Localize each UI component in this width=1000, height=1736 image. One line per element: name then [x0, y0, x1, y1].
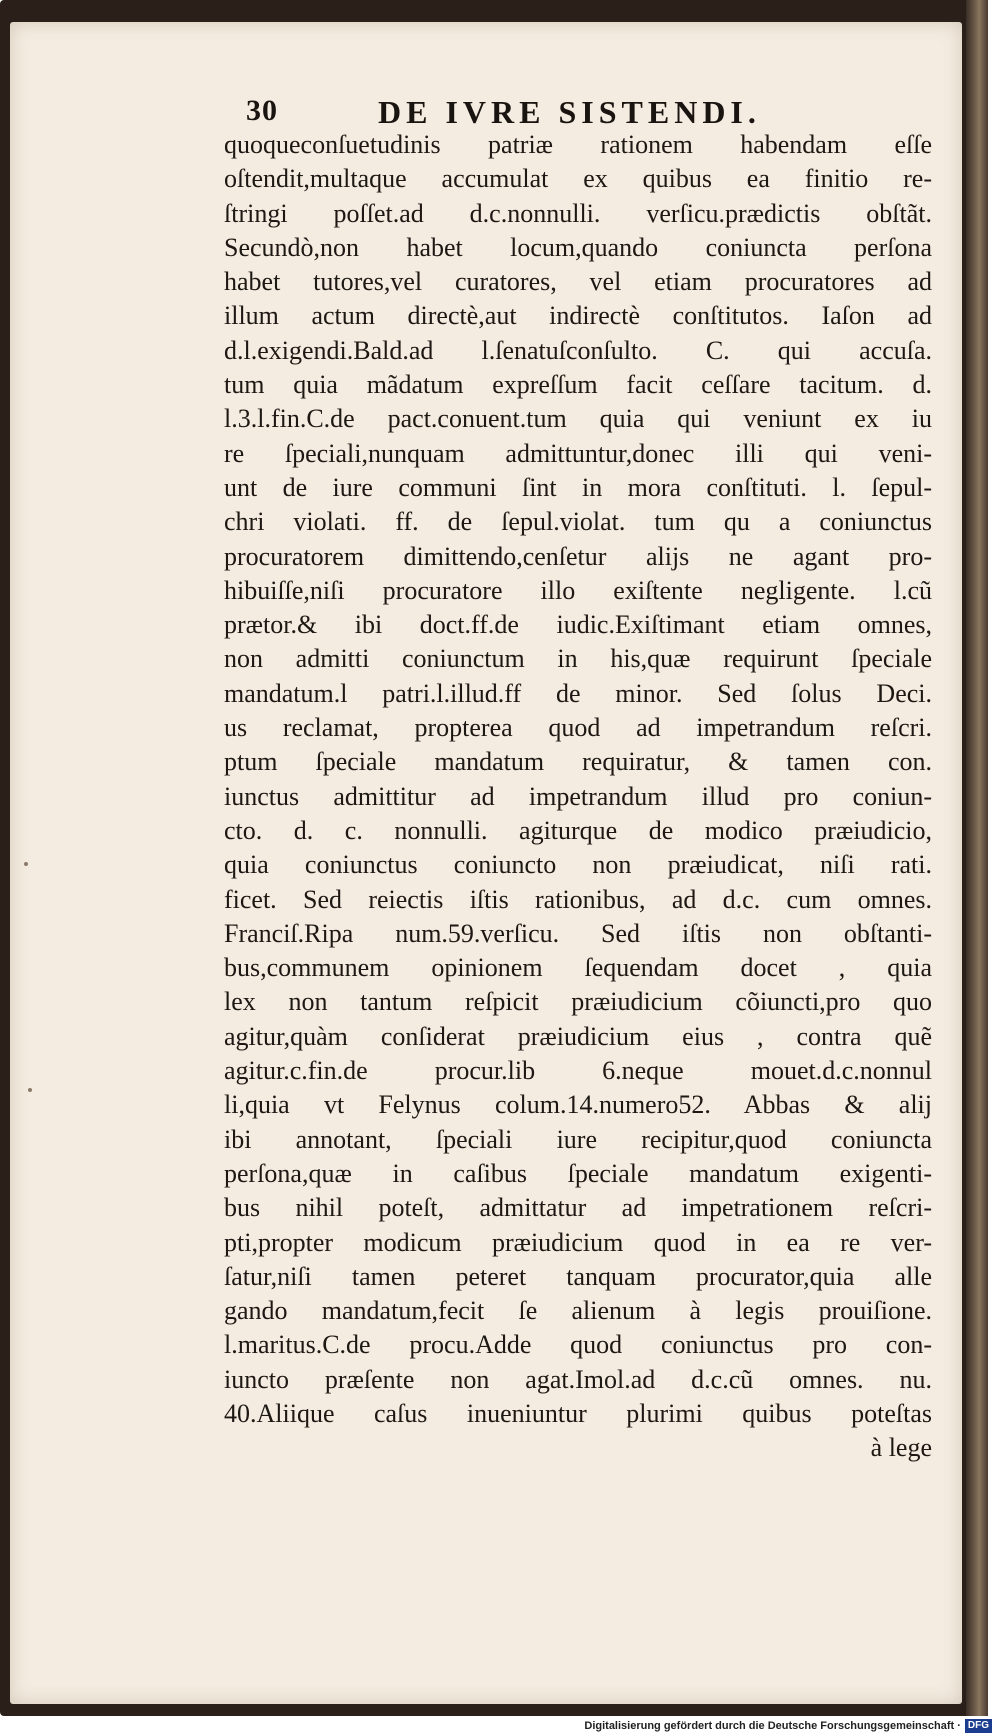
text-line: habet tutores,vel curatores, vel etiam procuratores ad [224, 267, 932, 297]
text-line: agitur,quàm conſiderat præiudicium eius , contra quẽ [224, 1021, 932, 1051]
text-line: gando mandatum,fecit ſe alienum à legis prouiſione. [224, 1296, 932, 1326]
text-line: ficet. Sed reiectis iſtis rationibus, ad d.c. cum omnes. [224, 884, 932, 914]
footer-credit [584, 1718, 992, 1734]
paper-speck [28, 1088, 32, 1092]
text-line: l.3.l.fin.C.de pact.conuent.tum quia qui veniunt ex iu [224, 404, 932, 434]
text-line: 40.Aliique caſus inueniuntur plurimi quibus poteſtas [224, 1398, 932, 1428]
footer-credit-text: Digitalisierung gefördert durch die Deutsche Forschungsgemeinschaft · [584, 1720, 961, 1732]
text-line: à lege [870, 1433, 932, 1463]
text-line: illum actum directè,aut indirectè conſtitutos. Iaſon ad [224, 301, 932, 331]
text-line: iuncto præſente non agat.Imol.ad d.c.cũ omnes. nu. [224, 1364, 932, 1394]
text-line: li,quia vt Felynus colum.14.numero52. Abbas & alij [224, 1090, 932, 1120]
text-line: pti,propter modicum præiudicium quod in ea re ver- [224, 1227, 932, 1257]
text-line: oſtendit,multaque accumulat ex quibus ea finitio re- [224, 164, 932, 194]
text-line: bus,communem opinionem ſequendam docet , quia [224, 953, 932, 983]
running-title: DE IVRE SISTENDI. [378, 94, 761, 130]
text-line: cto. d. c. nonnulli. agiturque de modico præiudicio, [224, 815, 932, 845]
text-line: perſona,quæ in caſibus ſpeciale mandatum exigenti- [224, 1158, 932, 1188]
text-line: d.l.exigendi.Bald.ad l.ſenatuſconſulto. C. qui accuſa. [224, 335, 932, 365]
text-line: ibi annotant, ſpeciali iure recipitur,quod coniuncta [224, 1124, 932, 1154]
text-line: prætor.& ibi doct.ff.de iudic.Exiſtimant etiam omnes, [224, 610, 932, 640]
text-line: Franciſ.Ripa num.59.verſicu. Sed iſtis non obſtanti- [224, 918, 932, 948]
text-line: mandatum.l patri.l.illud.ff de minor. Sed ſolus Deci. [224, 678, 932, 708]
text-line: lex non tantum reſpicit præiudicium cõiuncti,pro quo [224, 987, 932, 1017]
text-line: hibuiſſe,niſi procuratore illo exiſtente negligente. l.cũ [224, 575, 932, 605]
text-line: unt de iure communi ſint in mora conſtituti. l. ſepul- [224, 472, 932, 502]
body-text [224, 128, 932, 1466]
text-line: re ſpeciali,nunquam admittuntur,donec illi qui veni- [224, 438, 932, 468]
text-line: us reclamat, propterea quod ad impetrandum reſcri. [224, 713, 932, 743]
text-line: iunctus admittitur ad impetrandum illud pro coniun- [224, 781, 932, 811]
text-line: chri violati. ff. de ſepul.violat. tum qu a coniunctus [224, 507, 932, 537]
dfg-logo: DFG [965, 1719, 992, 1733]
book-edge [966, 0, 988, 1716]
page-number: 30 [246, 94, 278, 127]
text-line: l.maritus.C.de procu.Adde quod coniunctus pro con- [224, 1330, 932, 1360]
text-line: procuratorem dimittendo,cenſetur alijs ne agant pro- [224, 541, 932, 571]
text-line: quoqueconſuetudinis patriæ rationem habendam eſſe [224, 130, 932, 159]
text-line: tum quia mãdatum expreſſum facit ceſſare tacitum. d. [224, 370, 932, 400]
text-line: ſtringi poſſet.ad d.c.nonnulli. verſicu.prædictis obſtãt. [224, 198, 932, 228]
text-line: agitur.c.fin.de procur.lib 6.neque mouet.d.c.nonnul [224, 1056, 932, 1086]
paper-speck [24, 862, 28, 866]
text-line: quia coniunctus coniuncto non præiudicat, niſi rati. [224, 850, 932, 880]
text-line: ſatur,niſi tamen peteret tanquam procurator,quia alle [224, 1261, 932, 1291]
text-line: ptum ſpeciale mandatum requiratur, & tamen con. [224, 747, 932, 777]
text-line: non admitti coniunctum in his,quæ requirunt ſpeciale [224, 644, 932, 674]
text-line: bus nihil poteſt, admittatur ad impetrationem reſcri- [224, 1193, 932, 1223]
text-line: Secundò,non habet locum,quando coniuncta perſona [224, 232, 932, 262]
